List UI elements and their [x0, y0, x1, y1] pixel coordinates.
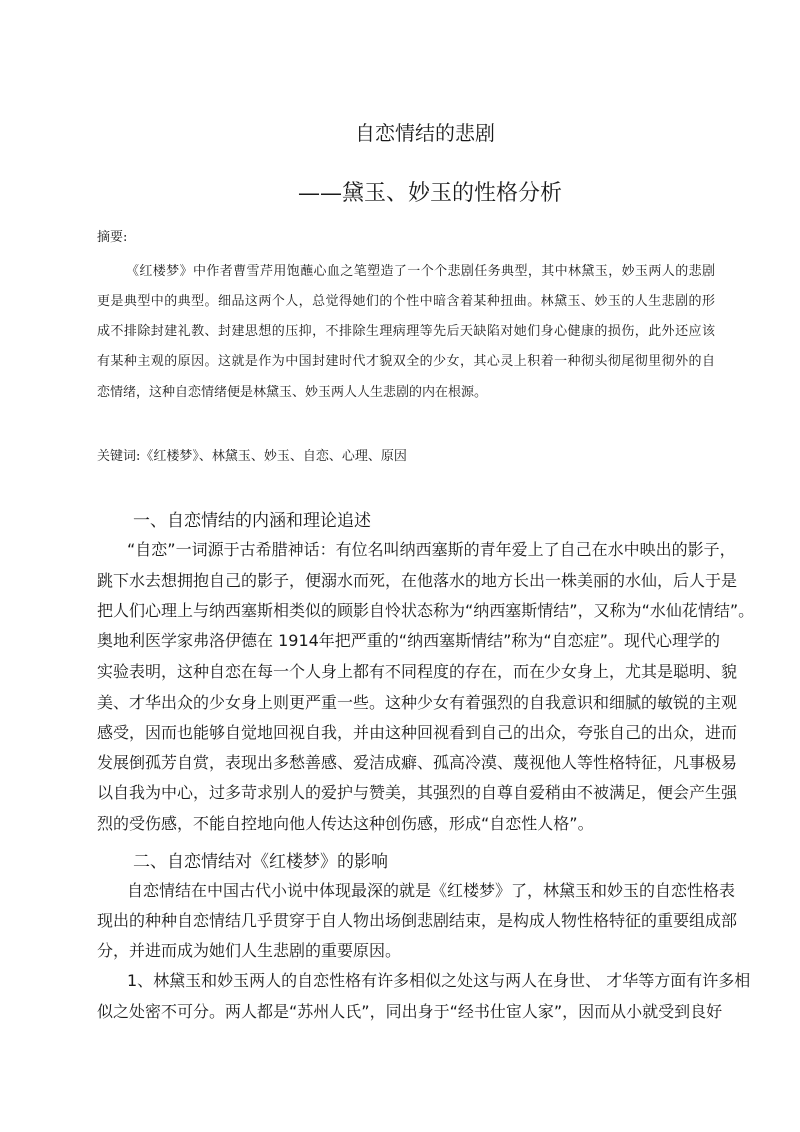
- abstract-line: 成不排除封建礼教、封建思想的压抑，不排除生理病理等先后天缺陷对她们身心健康的损伤，此外还应该: [97, 324, 715, 339]
- abstract-line: 恋情绪，这种自恋情绪便是林黛玉、妙玉两人人生悲剧的内在根源。: [97, 385, 488, 400]
- document-subtitle: ——黛玉、妙玉的性格分析: [297, 181, 562, 206]
- body-line: 美、才华出众的少女身上则更严重一些。这种少女有着强烈的自我意识和细腻的敏锐的主观: [97, 693, 738, 712]
- section-heading: 一、自恋情结的内涵和理论追述: [133, 511, 371, 531]
- document-title: 自恋情结的悲剧: [355, 121, 495, 145]
- body-line: 烈的受伤感，不能自控地向他人传达这种创伤感，形成“自恋性人格”。: [97, 814, 594, 833]
- body-line: “自恋”一词源于古希腊神话：有位名叫纳西塞斯的青年爱上了自己在水中映出的影子，: [127, 540, 736, 559]
- section-heading: 二、自恋情结对《红楼梦》的影响: [133, 852, 388, 872]
- body-line: 奥地利医学家弗洛伊德在 1914年把严重的“纳西塞斯情结”称为“自恋症”。现代心理学的: [97, 631, 720, 650]
- keywords: 关键词:《红楼梦》、林黛玉、妙玉、自恋、心理、原因: [97, 449, 407, 464]
- body-line: 实验表明，这种自恋在每一个人身上都有不同程度的存在，而在少女身上，尤其是聪明、貌: [97, 662, 738, 681]
- body-line: 发展倒孤芳自赏，表现出多愁善感、爱洁成癖、孤高冷漠、蔑视他人等性格特征，凡事极易: [97, 753, 738, 772]
- body-line: 把人们心理上与纳西塞斯相类似的顾影自怜状态称为“纳西塞斯情结”，又称为“水仙花情结”。: [97, 601, 755, 620]
- body-line: 现出的种种自恋情结几乎贯穿于自人物出场倒悲剧结束，是构成人物性格特征的重要组成部: [97, 911, 738, 930]
- body-line: 1、林黛玉和妙玉两人的自恋性格有许多相似之处这与两人在身世、 才华等方面有许多相: [127, 971, 751, 990]
- body-line: 似之处密不可分。两人都是“苏州人氏”，同出身于“经书仕宦人家”，因而从小就受到良好: [97, 1002, 723, 1021]
- abstract-line: 更是典型中的典型。细品这两个人，总觉得她们的个性中暗含着某种扭曲。林黛玉、妙玉的人生悲剧的形: [97, 294, 715, 309]
- body-line: 以自我为中心，过多苛求别人的爱护与赞美，其强烈的自尊自爱稍由不被满足，便会产生强: [97, 783, 738, 802]
- abstract-label: 摘要:: [97, 230, 128, 245]
- body-line: 自恋情结在中国古代小说中体现最深的就是《红楼梦》了，林黛玉和妙玉的自恋性格表: [127, 881, 736, 900]
- abstract-line: 《红楼梦》中作者曹雪芹用饱蘸心血之笔塑造了一个个悲剧任务典型，其中林黛玉，妙玉两人的悲剧: [126, 264, 715, 279]
- body-line: 感受，因而也能够自觉地回视自我，并由这种回视看到自己的出众，夸张自己的出众，进而: [97, 723, 738, 742]
- body-line: 分，并进而成为她们人生悲剧的重要原因。: [97, 941, 402, 960]
- abstract-line: 有某种主观的原因。这就是作为中国封建时代才貌双全的少女，其心灵上积着一种彻头彻尾彻里彻外的自: [97, 354, 715, 369]
- body-line: 跳下水去想拥抱自己的影子，便溺水而死，在他落水的地方长出一株美丽的水仙，后人于是: [97, 571, 738, 590]
